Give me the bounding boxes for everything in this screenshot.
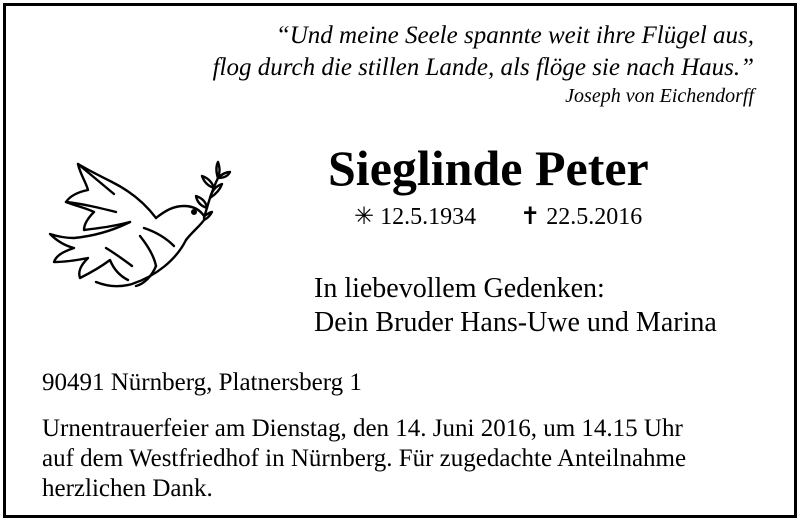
obituary-notice: [3, 3, 797, 518]
life-dates: [354, 202, 642, 232]
epigraph-quote: [213, 20, 754, 108]
birth-star-icon: ✳: [354, 204, 375, 230]
deceased-name: Sieglinde Peter: [328, 140, 649, 196]
memorial-dedication: [314, 272, 717, 340]
quote-line-2: flog durch die stillen Lande, als flöge sie nach Haus.”: [212, 54, 754, 81]
ceremony-line-1: Urnentrauerfeier am Dienstag, den 14. Juni 2016, um 14.15 Uhr: [42, 415, 683, 442]
memorial-line-2: Dein Bruder Hans-Uwe und Marina: [314, 307, 717, 338]
quote-author: Joseph von Eichendorff: [565, 85, 754, 107]
birth-date: 12.5.1934: [380, 204, 477, 230]
death-cross-icon: ✝: [520, 204, 541, 230]
family-address: 90491 Nürnberg, Platnersberg 1: [42, 369, 362, 396]
death-date: 22.5.2016: [546, 204, 643, 230]
ceremony-line-2: auf dem Westfriedhof in Nürnberg. Für zugedachte Anteilnahme: [42, 445, 687, 472]
ceremony-line-3: herzlichen Dank.: [42, 475, 213, 502]
dove-icon: [44, 156, 234, 306]
funeral-ceremony-info: [42, 414, 686, 504]
quote-line-1: “Und meine Seele spannte weit ihre Flügel aus,: [275, 22, 754, 49]
memorial-line-1: In liebevollem Gedenken:: [314, 273, 605, 304]
